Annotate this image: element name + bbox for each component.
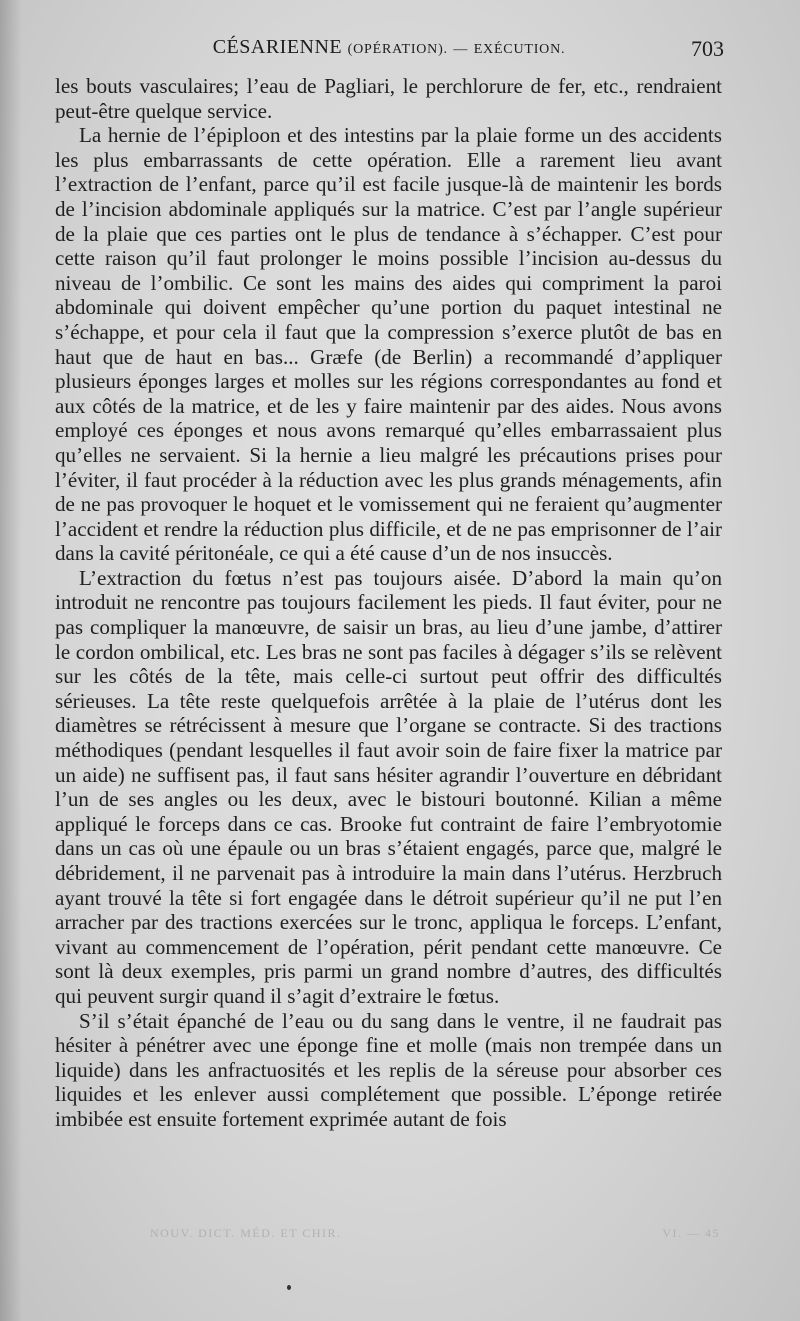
signature-left: NOUV. DICT. MÉD. ET CHIR. bbox=[150, 1226, 342, 1240]
ink-speck bbox=[287, 1285, 291, 1290]
running-head bbox=[58, 36, 724, 66]
signature-line bbox=[150, 1226, 720, 1246]
title-section: EXÉCUTION. bbox=[473, 42, 566, 57]
paragraph-2: La hernie de l’épiploon et des intestins par la plaie forme un des accidents les plus embarrassants de cette opération. Elle a rarement lieu avant l’extraction de l’enfant, parce qu’il est facile jusque-là de maintenir les bords de l’incision abdominale appliqués sur la matrice. C’est par l’angle supérieur de la plaie que ces parties ont le plus de tendance à s’échapper. C’est pour cette raison qu’il faut prolonger le moins possible l’incision au-dessus du niveau de l’ombilic. Ce sont les mains des aides qui compriment la paroi abdominale qui doivent empêcher qu’une portion du paquet intestinal ne s’échappe, et pour cela il faut que la compression s’exerce plutôt de bas en haut que de haut en bas... Græfe (de Berlin) a recommandé d’appliquer plusieurs éponges larges et molles sur les régions correspondantes au fond et aux côtés de la matrice, et de les y faire maintenir par des aides. Nous avons employé ces éponges et nous avons remarqué qu’elles embarrassaient plus qu’elles ne servaient. Si la hernie a lieu malgré les précautions prises pour l’éviter, il faut procéder à la réduction avec les plus grands ménagements, afin de ne pas provoquer le hoquet et le vomissement qui ne feraient qu’augmenter l’accident et rendre la réduction plus difficile, et de ne pas emprisonner de l’air dans la cavité péritonéale, ce qui a été cause d’un de nos insuccès. bbox=[55, 123, 722, 566]
paragraph-1: les bouts vasculaires; l’eau de Pagliari, le perchlorure de fer, etc., rendraient peut-être quelque service. bbox=[55, 74, 722, 123]
title-sub: (OPÉRATION). bbox=[347, 42, 448, 57]
spine-shadow bbox=[0, 0, 22, 1321]
signature-right: VI. — 45 bbox=[662, 1226, 720, 1240]
body-text bbox=[55, 74, 722, 1132]
title-dash: — bbox=[453, 42, 469, 57]
page-number: 703 bbox=[691, 36, 724, 61]
running-title bbox=[58, 36, 720, 59]
title-main: CÉSARIENNE bbox=[212, 36, 343, 58]
paragraph-4: S’il s’était épanché de l’eau ou du sang dans le ventre, il ne faudrait pas hésiter à pénétrer avec une éponge fine et molle (mais non trempée dans un liquide) dans les anfractuosités et les replis de la séreuse pour absorber ces liquides et les enlever aussi complétement que possible. L’éponge retirée imbibée est ensuite fortement exprimée autant de fois bbox=[55, 1008, 722, 1131]
paragraph-3: L’extraction du fœtus n’est pas toujours aisée. D’abord la main qu’on introduit ne rencontre pas toujours facilement les pieds. Il faut éviter, pour ne pas compliquer la manœuvre, de saisir un bras, au lieu d’une jambe, d’attirer le cordon ombilical, etc. Les bras ne sont pas faciles à dégager s’ils se relèvent sur les côtés de la tête, mais celle-ci surtout peut offrir des difficultés sérieuses. La tête reste quelquefois arrêtée à la plaie de l’utérus dont les diamètres se rétrécissent à mesure que l’organe se contracte. Si des tractions méthodiques (pendant lesquelles il faut avoir soin de faire fixer la matrice par un aide) ne suffisent pas, il faut sans hésiter agrandir l’ouverture en débridant l’un de ses angles ou les deux, avec le bistouri boutonné. Kilian a même appliqué le forceps dans ce cas. Brooke fut contraint de faire l’embryotomie dans un cas où une épaule ou un bras s’étaient engagés, parce que, malgré le débridement, il ne parvenait pas à introduire la main dans l’utérus. Herzbruch ayant trouvé la tête si fort engagée dans le détroit supérieur qu’il ne put l’en arracher par des tractions exercées sur le tronc, appliqua le forceps. L’enfant, vivant au commencement de l’opération, périt pendant cette manœuvre. Ce sont là deux exemples, pris parmi un grand nombre d’autres, des difficultés qui peuvent surgir quand il s’agit d’extraire le fœtus. bbox=[55, 565, 722, 1008]
